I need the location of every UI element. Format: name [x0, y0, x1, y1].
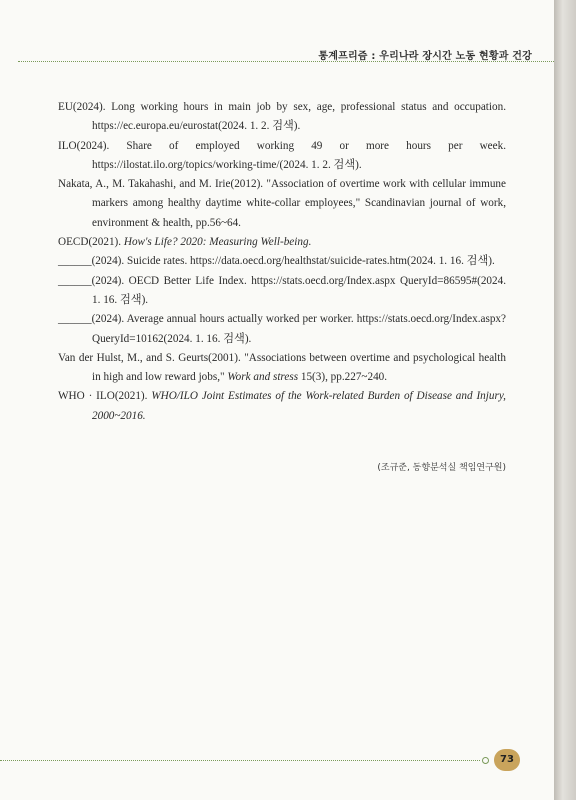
reference-text: EU(2024). Long working hours in main job by sex, age, professional status and occupation. https://ec.europa.eu/eurostat(2024. 1. 2. 검색).: [58, 101, 506, 133]
reference-text: WHO · ILO(2021).: [58, 390, 152, 403]
reference-item: [58, 387, 506, 426]
reference-text: ______(2024). Average annual hours actually worked per worker. https://stats.oecd.org/Index.aspx?QueryId=10162(2024. 1. 16. 검색).: [58, 313, 506, 345]
reference-list: [58, 98, 506, 426]
header-rule: [18, 61, 554, 62]
author-note: (조규준, 동향분석실 책임연구원): [377, 463, 506, 473]
reference-item: [58, 310, 506, 349]
reference-text: ILO(2024). Share of employed working 49 or more hours per week. https://ilostat.ilo.org/topics/working-time/(2024. 1. 2. 검색).: [58, 139, 506, 171]
reference-text: ______(2024). Suicide rates. https://data.oecd.org/healthstat/suicide-rates.htm(2024. 1. 16. 검색).: [58, 255, 495, 268]
page-edge: [554, 0, 576, 800]
reference-text: ______(2024). OECD Better Life Index. https://stats.oecd.org/Index.aspx QueryId=86595#(2024. 1. 16. 검색).: [58, 274, 506, 306]
running-header: 통계프리즘 : 우리나라 장시간 노동 현황과 건강: [318, 51, 532, 62]
reference-item: [58, 137, 506, 176]
reference-item: [58, 233, 506, 252]
reference-item: [58, 272, 506, 311]
reference-text: Nakata, A., M. Takahashi, and M. Irie(2012). "Association of overtime work with cellular immune markers among healthy daytime white-collar employees," Scandinavian journal of work, environment & health, pp.56~64.: [58, 178, 506, 229]
reference-item: [58, 349, 506, 388]
reference-item: [58, 98, 506, 137]
reference-text: Van der Hulst, M., and S. Geurts(2001). "Associations between overtime and psychological health in high and low reward jobs,": [58, 351, 506, 384]
footer-rule: [0, 760, 480, 761]
reference-tail: 15(3), pp.227~240.: [298, 371, 388, 384]
reference-item: [58, 252, 506, 271]
reference-title: Work and stress: [227, 371, 299, 384]
reference-item: [58, 175, 506, 233]
reference-title: WHO/ILO Joint Estimates of the Work-related Burden of Disease and Injury, 2000~2016.: [92, 390, 506, 422]
reference-title: How's Life? 2020: Measuring Well-being.: [123, 236, 312, 249]
page-number-badge: 73: [494, 749, 520, 771]
reference-text: OECD(2021).: [58, 236, 124, 249]
footer-dot-icon: [482, 757, 489, 764]
